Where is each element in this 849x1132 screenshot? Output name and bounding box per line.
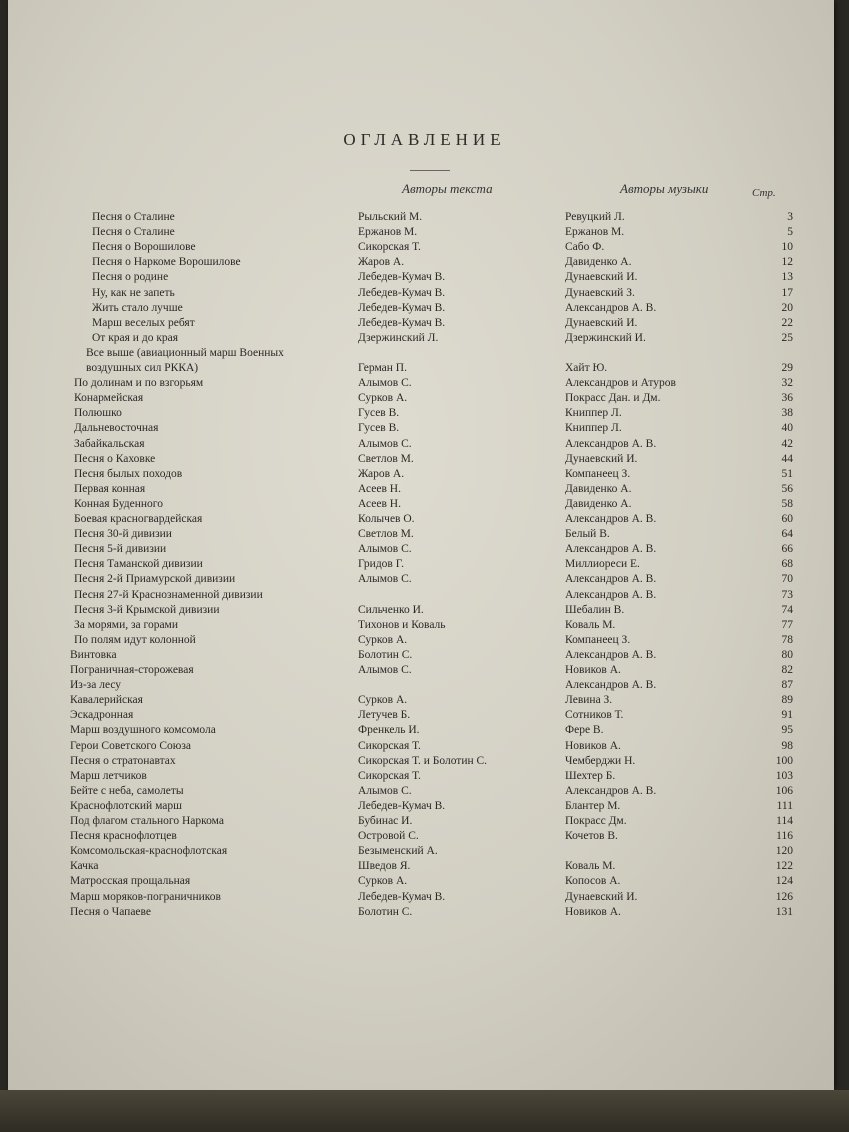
toc-row — [0, 362, 849, 378]
composer: Покрасс Дан. и Дм. — [565, 392, 661, 405]
song-title: Песня 30-й дивизии — [74, 528, 172, 541]
lyricist: Светлов М. — [358, 528, 414, 541]
toc-row — [0, 302, 849, 318]
song-title: За морями, за горами — [74, 618, 178, 631]
song-title: Эскадронная — [70, 709, 134, 722]
header-page: Стр. — [752, 187, 776, 199]
page-number: 66 — [781, 543, 793, 556]
composer: Дунаевский З. — [565, 286, 635, 299]
composer: Дунаевский И. — [565, 271, 638, 284]
page-number: 80 — [781, 648, 793, 661]
page-number: 116 — [776, 830, 793, 843]
page-number: 64 — [781, 528, 793, 541]
toc-row — [0, 891, 849, 907]
song-title: Под флагом стального Наркома — [70, 815, 224, 827]
song-title: Первая конная — [74, 482, 146, 495]
composer: Фере В. — [565, 724, 604, 737]
song-title: Матросская прощальная — [70, 875, 191, 888]
lyricist: Лебедев-Кумач В. — [358, 271, 446, 284]
lyricist: Герман П. — [358, 362, 407, 374]
toc-row — [0, 830, 849, 846]
header-music-authors: Авторы музыки — [620, 181, 709, 196]
lyricist: Сурков А. — [358, 875, 408, 888]
song-title: Краснофлотский марш — [70, 799, 182, 812]
page-number: 36 — [781, 392, 793, 405]
song-title: Марш моряков-пограничников — [70, 890, 221, 903]
lyricist: Гридов Г. — [358, 558, 404, 571]
toc-row — [0, 226, 849, 242]
song-title: Из-за лесу — [70, 679, 122, 692]
toc-row — [0, 649, 849, 665]
page-number: 13 — [781, 271, 793, 284]
page-number: 98 — [781, 739, 793, 752]
composer: Давиденко А. — [565, 497, 632, 510]
lyricist: Бубинас И. — [358, 815, 413, 827]
composer: Хайт Ю. — [565, 362, 608, 374]
composer: Левина З. — [565, 694, 613, 707]
toc-row — [0, 845, 849, 861]
page-number: 100 — [775, 754, 793, 767]
toc-row — [0, 815, 849, 831]
song-title: От края и до края — [92, 331, 179, 344]
page-number: 51 — [781, 467, 793, 480]
page-number: 131 — [775, 905, 793, 918]
toc-row — [0, 211, 849, 227]
toc-row — [0, 800, 849, 816]
toc-row — [0, 347, 849, 363]
song-title: Песня о Сталине — [92, 226, 175, 239]
toc-row — [0, 634, 849, 650]
composer: Новиков А. — [565, 739, 621, 752]
page-number: 70 — [781, 573, 793, 586]
lyricist: Сикорская Т. — [358, 241, 421, 254]
composer: Александров А. В. — [565, 543, 657, 556]
lyricist: Сурков А. — [358, 633, 408, 646]
toc-row — [0, 317, 849, 333]
composer: Чемберджи Н. — [565, 754, 636, 767]
page-number: 91 — [781, 709, 793, 722]
lyricist: Сильченко И. — [358, 603, 424, 616]
toc-row — [0, 906, 849, 922]
lyricist: Болотин С. — [358, 905, 413, 918]
lyricist: Жаров А. — [358, 256, 405, 269]
lyricist: Лебедев-Кумач В. — [358, 316, 446, 329]
toc-row — [0, 332, 849, 348]
lyricist: Лебедев-Кумач В. — [358, 799, 446, 812]
song-title: Боевая красногвардейская — [74, 513, 203, 525]
composer: Александров и Атуров — [565, 377, 676, 390]
song-title: Песня краснофлотцев — [70, 830, 177, 843]
composer: Шебалин В. — [565, 603, 625, 616]
toc-row — [0, 256, 849, 272]
page-number: 73 — [781, 588, 793, 601]
lyricist: Асеев Н. — [358, 497, 401, 510]
lyricist: Асеев Н. — [358, 482, 401, 495]
lyricist: Тихонов и Коваль — [358, 618, 446, 631]
composer: Сотников Т. — [565, 709, 624, 722]
page-number: 42 — [781, 437, 793, 450]
toc-row — [0, 438, 849, 454]
toc-row — [0, 619, 849, 635]
page-number: 126 — [775, 890, 793, 903]
composer: Новиков А. — [565, 905, 621, 918]
lyricist: Алымов С. — [358, 573, 412, 586]
lyricist: Светлов М. — [358, 452, 414, 465]
page-number: 122 — [775, 860, 793, 873]
page-number: 74 — [781, 603, 793, 616]
lyricist: Сурков А. — [358, 392, 408, 405]
composer: Новиков А. — [565, 664, 621, 676]
song-title: Жить стало лучше — [92, 301, 183, 314]
page-number: 3 — [787, 211, 793, 223]
lyricist: Островой С. — [358, 830, 419, 843]
page-title: ОГЛАВЛЕНИЕ — [343, 130, 506, 149]
composer: Белый В. — [565, 528, 610, 541]
lyricist: Лебедев-Кумач В. — [358, 301, 446, 314]
page-number: 124 — [775, 875, 793, 888]
song-title: Комсомольская-краснофлотская — [70, 845, 228, 858]
page-number: 106 — [775, 784, 793, 797]
page-number: 95 — [781, 724, 793, 737]
lyricist: Безыменский А. — [358, 845, 438, 858]
song-title: По полям идут колонной — [74, 633, 196, 646]
page-number: 20 — [781, 301, 793, 314]
song-title: Песня о Сталине — [92, 211, 175, 223]
page-number: 77 — [781, 618, 793, 631]
song-title: Кавалерийская — [70, 694, 143, 707]
toc-row — [0, 709, 849, 725]
toc-row — [0, 377, 849, 393]
page-number: 38 — [781, 407, 793, 420]
page-number: 78 — [781, 633, 793, 646]
toc-row — [0, 573, 849, 589]
page-number: 32 — [781, 377, 793, 390]
song-title: воздушных сил РККА) — [86, 362, 199, 374]
toc-row — [0, 468, 849, 484]
lyricist: Гусев В. — [358, 422, 400, 435]
lyricist: Сурков А. — [358, 694, 408, 707]
toc-row — [0, 287, 849, 303]
page-number: 111 — [776, 799, 793, 812]
song-title: Песня о Чапаеве — [70, 905, 151, 918]
lyricist: Френкель И. — [358, 724, 420, 737]
composer: Книппер Л. — [565, 422, 622, 435]
toc-row — [0, 528, 849, 544]
song-title: Марш веселых ребят — [92, 316, 195, 329]
composer: Копосов А. — [565, 875, 621, 888]
composer: Александров А. В. — [565, 513, 657, 525]
composer: Ревуцкий Л. — [565, 211, 625, 223]
composer: Дзержинский И. — [565, 331, 646, 344]
song-title: Песня 2-й Приамурской дивизии — [74, 573, 236, 586]
lyricist: Лебедев-Кумач В. — [358, 286, 446, 299]
composer: Александров А. В. — [565, 784, 657, 797]
song-title: Песня о Ворошилове — [92, 241, 196, 254]
toc-row — [0, 543, 849, 559]
song-title: Все выше (авиационный марш Военных — [86, 346, 284, 359]
song-title: Бейте с неба, самолеты — [70, 784, 184, 797]
page-number: 58 — [781, 497, 793, 510]
composer: Александров А. В. — [565, 648, 657, 661]
lyricist: Шведов Я. — [358, 860, 411, 873]
lyricist: Ержанов М. — [358, 226, 418, 239]
toc-row — [0, 513, 849, 529]
page-number: 29 — [781, 362, 793, 374]
page-number: 40 — [781, 422, 793, 435]
song-title: Дальневосточная — [74, 422, 159, 435]
composer: Покрасс Дм. — [565, 815, 627, 827]
song-title: Пограничная-сторожевая — [70, 664, 194, 676]
lyricist: Летучев Б. — [358, 709, 411, 722]
lyricist: Жаров А. — [358, 467, 405, 480]
song-title: Герои Советского Союза — [70, 739, 192, 752]
song-title: Полюшко — [74, 407, 122, 420]
composer: Блантер М. — [565, 799, 621, 812]
lyricist: Дзержинский Л. — [358, 331, 439, 344]
lyricist: Болотин С. — [358, 648, 413, 661]
composer: Ержанов М. — [565, 226, 625, 239]
composer: Миллиореси Е. — [565, 558, 640, 571]
toc-row — [0, 271, 849, 287]
song-title: Песня о стратонавтах — [70, 754, 176, 767]
lyricist: Алымов С. — [358, 377, 412, 390]
toc-row — [0, 694, 849, 710]
song-title: Ну, как не запеть — [92, 286, 175, 299]
song-title: Песня о Наркоме Ворошилове — [92, 256, 241, 269]
composer: Дунаевский И. — [565, 316, 638, 329]
song-title: Качка — [70, 860, 99, 873]
song-title: Конная Буденного — [74, 497, 163, 510]
song-title: По долинам и по взгорьям — [74, 377, 204, 390]
lyricist: Алымов С. — [358, 784, 412, 797]
page-number: 68 — [781, 558, 793, 571]
lyricist: Рыльский М. — [358, 211, 423, 223]
song-title: Марш летчиков — [70, 769, 147, 782]
toc-row — [0, 770, 849, 786]
song-title: Песня о родине — [92, 271, 169, 284]
composer: Александров А. В. — [565, 301, 657, 314]
toc-row — [0, 875, 849, 891]
composer: Александров А. В. — [565, 573, 657, 586]
song-title: Песня 27-й Краснознаменной дивизии — [74, 588, 263, 601]
page-number: 103 — [775, 769, 793, 782]
toc-row — [0, 740, 849, 756]
page-number: 114 — [776, 815, 793, 827]
lyricist: Сикорская Т. и Болотин С. — [358, 754, 488, 767]
toc-row — [0, 785, 849, 801]
page-number: 87 — [781, 679, 793, 692]
lyricist: Алымов С. — [358, 664, 412, 676]
toc-row — [0, 453, 849, 469]
song-title: Песня о Каховке — [74, 452, 156, 465]
header-text-authors: Авторы текста — [402, 181, 493, 196]
song-title: Забайкальская — [74, 437, 145, 450]
page-number: 25 — [781, 331, 793, 344]
song-title: Марш воздушного комсомола — [70, 724, 216, 737]
lyricist: Лебедев-Кумач В. — [358, 890, 446, 903]
page-number: 12 — [781, 256, 793, 269]
page-number: 22 — [781, 316, 793, 329]
page-number: 44 — [781, 452, 793, 465]
toc-row — [0, 724, 849, 740]
composer: Александров А. В. — [565, 437, 657, 450]
toc-row — [0, 483, 849, 499]
composer: Александров А. В. — [565, 679, 657, 692]
song-title: Песня Таманской дивизии — [74, 558, 203, 571]
lyricist: Сикорская Т. — [358, 739, 421, 752]
page-number: 5 — [787, 226, 793, 239]
page-number: 17 — [781, 286, 793, 299]
composer: Книппер Л. — [565, 407, 622, 420]
page-number: 60 — [781, 513, 793, 525]
toc-row — [0, 241, 849, 257]
lyricist: Алымов С. — [358, 543, 412, 556]
composer: Сабо Ф. — [565, 241, 605, 254]
toc-row — [0, 604, 849, 620]
lyricist: Алымов С. — [358, 437, 412, 450]
composer: Коваль М. — [565, 860, 616, 873]
page-number: 10 — [781, 241, 793, 254]
lyricist: Сикорская Т. — [358, 769, 421, 782]
lyricist: Гусев В. — [358, 407, 400, 420]
song-title: Конармейская — [74, 392, 144, 405]
composer: Шехтер Б. — [565, 769, 616, 782]
composer: Давиденко А. — [565, 256, 632, 269]
toc-row — [0, 407, 849, 423]
toc-row — [0, 392, 849, 408]
composer: Коваль М. — [565, 618, 616, 631]
composer: Дунаевский И. — [565, 452, 638, 465]
song-title: Песня былых походов — [74, 467, 183, 480]
composer: Александров А. В. — [565, 588, 657, 601]
toc-row — [0, 558, 849, 574]
toc-row — [0, 679, 849, 695]
toc-row — [0, 664, 849, 680]
composer: Давиденко А. — [565, 482, 632, 495]
toc-row — [0, 589, 849, 605]
toc-row — [0, 498, 849, 514]
composer: Дунаевский И. — [565, 890, 638, 903]
page-number: 89 — [781, 694, 793, 707]
composer: Кочетов В. — [565, 830, 618, 843]
composer: Компанеец З. — [565, 467, 631, 480]
song-title: Песня 3-й Крымской дивизии — [74, 603, 220, 616]
page-number: 120 — [775, 845, 793, 858]
song-title: Винтовка — [70, 648, 117, 661]
toc-row — [0, 422, 849, 438]
page-number: 56 — [781, 482, 793, 495]
page-number: 82 — [781, 664, 793, 676]
lyricist: Колычев О. — [358, 513, 415, 525]
composer: Компанеец З. — [565, 633, 631, 646]
song-title: Песня 5-й дивизии — [74, 543, 167, 556]
toc-row — [0, 755, 849, 771]
toc-row — [0, 860, 849, 876]
